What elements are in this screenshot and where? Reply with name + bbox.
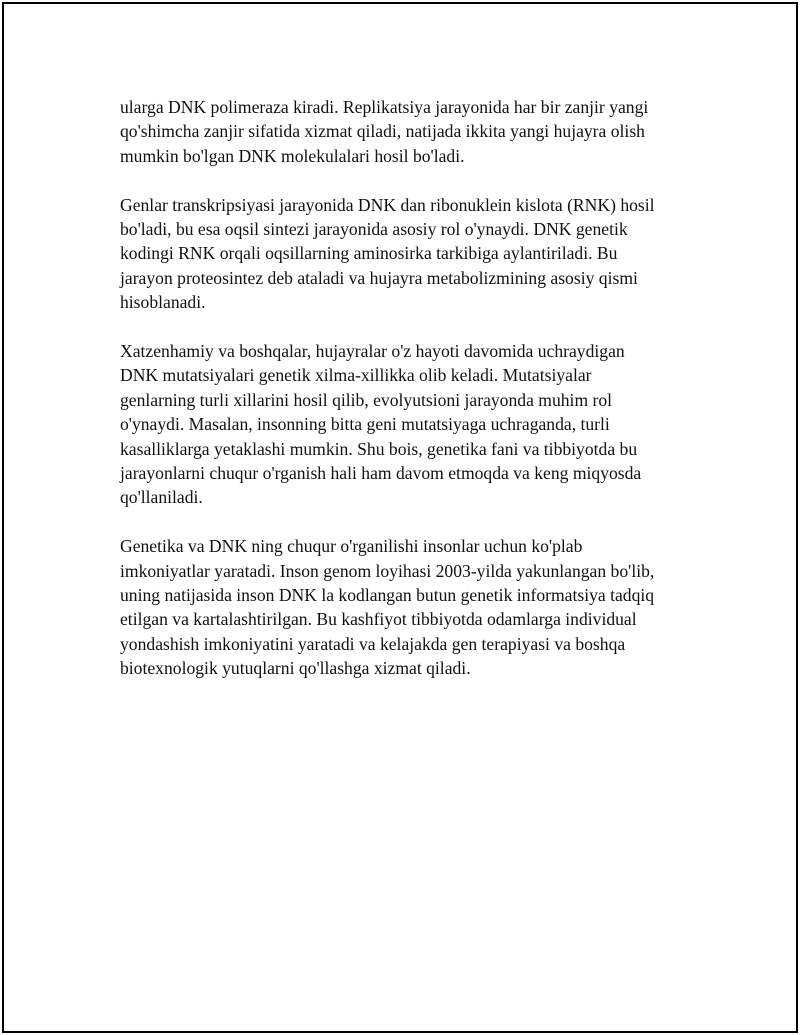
text-line: hisoblanadi. — [120, 292, 206, 313]
text-line: kasalliklarga yetaklashi mumkin. Shu bois, genetika fani va tibbiyotda bu — [120, 438, 638, 459]
text-line: qo'shimcha zanjir sifatida xizmat qiladi, natijada ikkita yangi hujayra olish — [120, 121, 645, 142]
page-body — [120, 95, 695, 705]
text-line: biotexnologik yutuqlarni qo'llashga xizmat qiladi. — [120, 658, 471, 679]
text-line: qo'llaniladi. — [120, 487, 203, 508]
text-line: ularga DNK polimeraza kiradi. Replikatsiya jarayonida har bir zanjir yangi — [120, 97, 649, 117]
paragraph-replication — [120, 95, 695, 168]
paragraph-transcription — [120, 193, 695, 315]
paragraph-mutations — [120, 339, 695, 510]
text-line: genlarning turli xillarini hosil qilib, evolyutsioni jarayonda muhim rol — [120, 389, 613, 410]
text-line: uning natijasida inson DNK la kodlangan butun genetik informatsiya tadqiq — [120, 585, 655, 606]
text-line: bo'ladi, bu esa oqsil sintezi jarayonida asosiy rol o'ynaydi. DNK genetik — [120, 219, 628, 240]
paragraph-genome-project — [120, 534, 695, 680]
text-line: mumkin bo'lgan DNK molekulalari hosil bo'ladi. — [120, 145, 465, 166]
text-line: Xatzenhamiy va boshqalar, hujayralar o'z hayoti davomida uchraydigan — [120, 341, 625, 362]
page-frame — [2, 2, 798, 1033]
text-line: o'ynaydi. Masalan, insonning bitta geni mutatsiyaga uchraganda, turli — [120, 414, 610, 435]
text-line: jarayon proteosintez deb ataladi va hujayra metabolizmining asosiy qismi — [120, 267, 638, 288]
text-line: yondashish imkoniyatini yaratadi va kelajakda gen terapiyasi va boshqa — [120, 633, 626, 654]
text-line: Genlar transkripsiyasi jarayonida DNK dan ribonuklein kislota (RNK) hosil — [120, 194, 655, 215]
text-line: etilgan va kartalashtirilgan. Bu kashfiyot tibbiyotda odamlarga individual — [120, 609, 637, 630]
text-line: DNK mutatsiyalari genetik xilma-xillikka olib keladi. Mutatsiyalar — [120, 365, 592, 386]
text-line: Genetika va DNK ning chuqur o'rganilishi insonlar uchun ko'plab — [120, 536, 583, 557]
text-line: kodingi RNK orqali oqsillarning aminosirka tarkibiga aylantiriladi. Bu — [120, 243, 618, 264]
text-line: imkoniyatlar yaratadi. Inson genom loyihasi 2003-yilda yakunlangan bo'lib, — [120, 560, 655, 581]
text-line: jarayonlarni chuqur o'rganish hali ham davom etmoqda va keng miqyosda — [120, 463, 642, 484]
